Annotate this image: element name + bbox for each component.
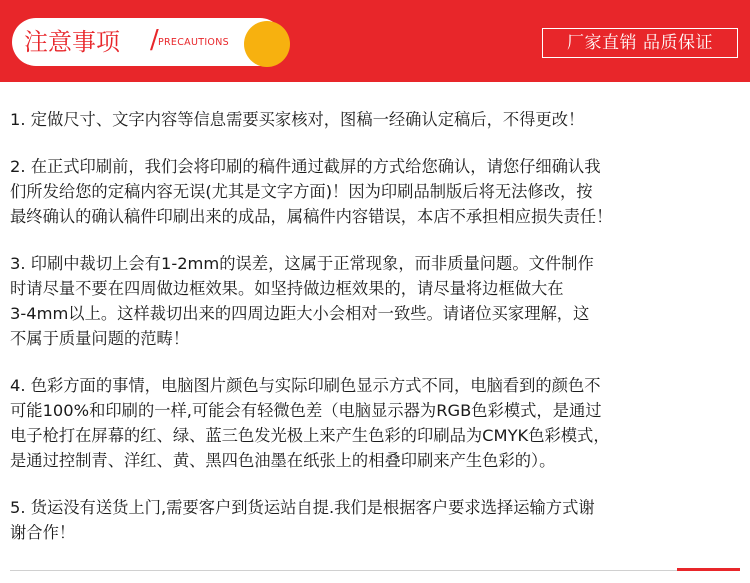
- notice-line: 们所发给您的定稿内容无误(尤其是文字方面)！因为印刷品制版后将无法修改，按: [10, 182, 593, 201]
- header-banner: [0, 0, 750, 82]
- notice-list: [10, 107, 745, 567]
- notice-item-1: [10, 107, 745, 132]
- notice-line: 3. 印刷中裁切上会有1-2mm的误差，这属于正常现象，而非质量问题。文件制作: [10, 254, 594, 273]
- notice-line: 最终确认的确认稿件印刷出来的成品，属稿件内容错误，本店不承担相应损失责任！: [10, 207, 613, 226]
- notice-item-2: [10, 154, 745, 229]
- footer-accent-bar: [677, 568, 740, 571]
- notice-line: 1. 定做尺寸、文字内容等信息需要买家核对，图稿一经确认定稿后，不得更改！: [10, 110, 585, 129]
- decorative-dot-icon: [244, 21, 290, 67]
- notice-item-3: [10, 251, 745, 351]
- notice-line: 3-4mm以上。这样裁切出来的四周边距大小会相对一致些。请诸位买家理解，这: [10, 304, 590, 323]
- notice-line: 电子枪打在屏幕的红、绿、蓝三色发光极上来产生色彩的印刷品为CMYK色彩模式，: [10, 426, 610, 445]
- notice-line: 5. 货运没有送货上门,需要客户到货运站自提.我们是根据客户要求选择运输方式谢: [10, 498, 595, 517]
- page-subtitle: PRECAUTIONS: [158, 37, 229, 48]
- slogan-badge: 厂家直销 品质保证: [542, 28, 738, 58]
- notice-line: 4. 色彩方面的事情，电脑图片颜色与实际印刷色显示方式不同，电脑看到的颜色不: [10, 376, 601, 395]
- notice-item-5: [10, 495, 745, 545]
- title-slash: /: [150, 25, 159, 55]
- page-title: 注意事项: [24, 28, 120, 56]
- footer-divider: [10, 570, 740, 571]
- notice-line: 是通过控制青、洋红、黄、黑四色油墨在纸张上的相叠印刷来产生色彩的）。: [10, 451, 556, 470]
- notice-item-4: [10, 373, 745, 473]
- notice-line: 2. 在正式印刷前，我们会将印刷的稿件通过截屏的方式给您确认，请您仔细确认我: [10, 157, 601, 176]
- notice-line: 时请尽量不要在四周做边框效果。如坚持做边框效果的，请尽量将边框做大在: [10, 279, 564, 298]
- notice-line: 不属于质量问题的范畴！: [10, 329, 190, 348]
- notice-line: 可能100%和印刷的一样,可能会有轻微色差（电脑显示器为RGB色彩模式，是通过: [10, 401, 602, 420]
- notice-line: 谢合作！: [10, 523, 76, 542]
